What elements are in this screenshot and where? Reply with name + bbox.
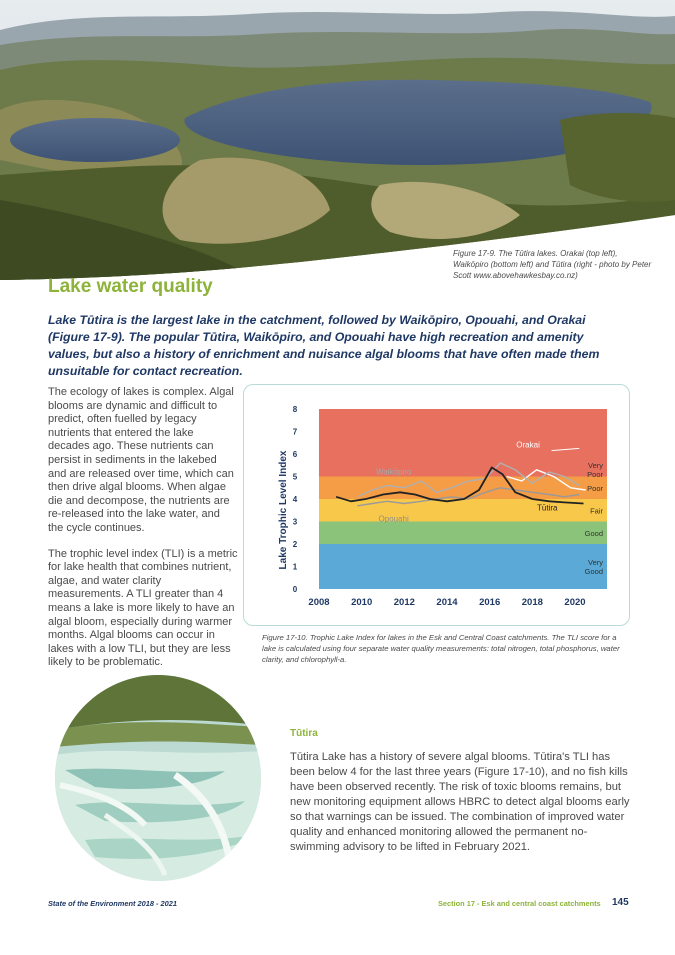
y-tick-label-4: 4	[292, 495, 298, 504]
series-label-2: Opouahi	[378, 514, 409, 524]
x-tick-label-4: 2016	[479, 597, 501, 608]
body-column	[48, 386, 238, 682]
body-paragraph-ecology: The ecology of lakes is complex. Algal blooms are dynamic and difficult to predict, often fuelled by legacy nutrients that entered the lake decades ago. These nutrients can persist in sediments in the lakebed and are released over time, which can then drive algal blooms. When algae die and decompose, the nutrients are re-released into the lake water, and the cycle continues.	[48, 386, 234, 534]
tli-band-label-0: Very Good	[584, 558, 603, 576]
x-tick-label-1: 2010	[351, 597, 373, 608]
body-paragraph-tli: The trophic level index (TLI) is a metric for lake health that combines nutrient, algae, and water clarity measurements. A TLI greater than 4 means a lake is more likely to have an algal bloom, especially during warmer months. Algal blooms can occur in lakes with a low TLI, but they are less likely to be problematic.	[48, 547, 238, 669]
intro-paragraph: Lake Tūtira is the largest lake in the catchment, followed by Waikōpiro, Opouahi, and Orakai (Figure 17-9). The popular Tūtira, Waikōpiro, and Opouahi have high recreation and amenity values, but also a history of enrichment and nuisance algal blooms that have often made them unsuitable for contact recreation.	[48, 313, 600, 378]
tli-band-label-4: Very Poor	[587, 460, 603, 479]
y-tick-label-3: 3	[292, 517, 298, 527]
y-tick-label-2: 2	[292, 540, 298, 549]
tli-band-0	[319, 544, 607, 589]
tutira-heading: Tūtira	[290, 728, 318, 739]
series-label-0: Orakai	[516, 440, 540, 450]
algal-bloom-photo	[55, 675, 261, 881]
tli-band-label-1: Good	[584, 528, 603, 538]
footer-section-title: Section 17 - Esk and central coast catchments	[438, 899, 601, 908]
page-number: 145	[612, 897, 629, 908]
x-tick-label-5: 2018	[521, 597, 543, 608]
tli-band-4	[319, 409, 607, 477]
series-label-1: Waikōpiro	[376, 467, 412, 477]
hero-photo-caption: Figure 17-9. The Tūtira lakes. Orakai (top left), Waikōpiro (bottom left) and Tūtira (right - photo by Peter Scott www.abovehawkesbay.co.nz)	[453, 249, 652, 280]
tutira-paragraph: Tūtira Lake has a history of severe algal blooms. Tūtira's TLI has been below 4 for the last three years (Figure 17-10), and no fish kills have been observed recently. The risk of toxic blooms remains, but new monitoring equipment allows HBRC to detect algal blooms early so that warnings can be issued. The combination of improved water quality and enhanced monitoring allowed the permanent no-swimming advisory to be lifted in February 2021.	[290, 751, 630, 853]
section-title: Lake water quality	[48, 276, 213, 297]
y-tick-label-0: 0	[292, 585, 298, 594]
y-axis-label: Lake Trophic Level Index	[278, 450, 289, 570]
x-tick-label-6: 2020	[564, 597, 586, 608]
x-tick-label-2: 2012	[393, 597, 415, 608]
tli-band-1	[319, 522, 607, 545]
chart-caption: Figure 17-10. Trophic Lake Index for lakes in the Esk and Central Coast catchments. The TLI score for a lake is calculated using four separate water quality measurements: total nitrogen, total phosphorus, water clarity, and chlorophyll-a.	[262, 633, 620, 664]
series-label-3: Tūtira	[537, 503, 558, 513]
tli-chart-frame	[243, 384, 630, 626]
y-tick-label-1: 1	[292, 562, 298, 572]
footer-report-title: State of the Environment 2018 - 2021	[48, 899, 177, 908]
lakes-aerial-photo	[0, 0, 675, 280]
x-tick-label-3: 2014	[436, 597, 458, 608]
y-tick-label-5: 5	[292, 472, 298, 482]
x-tick-label-0: 2008	[308, 597, 330, 608]
tli-band-3	[319, 477, 607, 500]
y-tick-label-7: 7	[292, 427, 298, 437]
y-tick-label-8: 8	[292, 405, 298, 414]
tli-band-label-3: Poor	[587, 483, 603, 493]
tli-chart	[244, 385, 629, 625]
tli-band-label-2: Fair	[590, 506, 603, 516]
y-tick-label-6: 6	[292, 450, 298, 459]
